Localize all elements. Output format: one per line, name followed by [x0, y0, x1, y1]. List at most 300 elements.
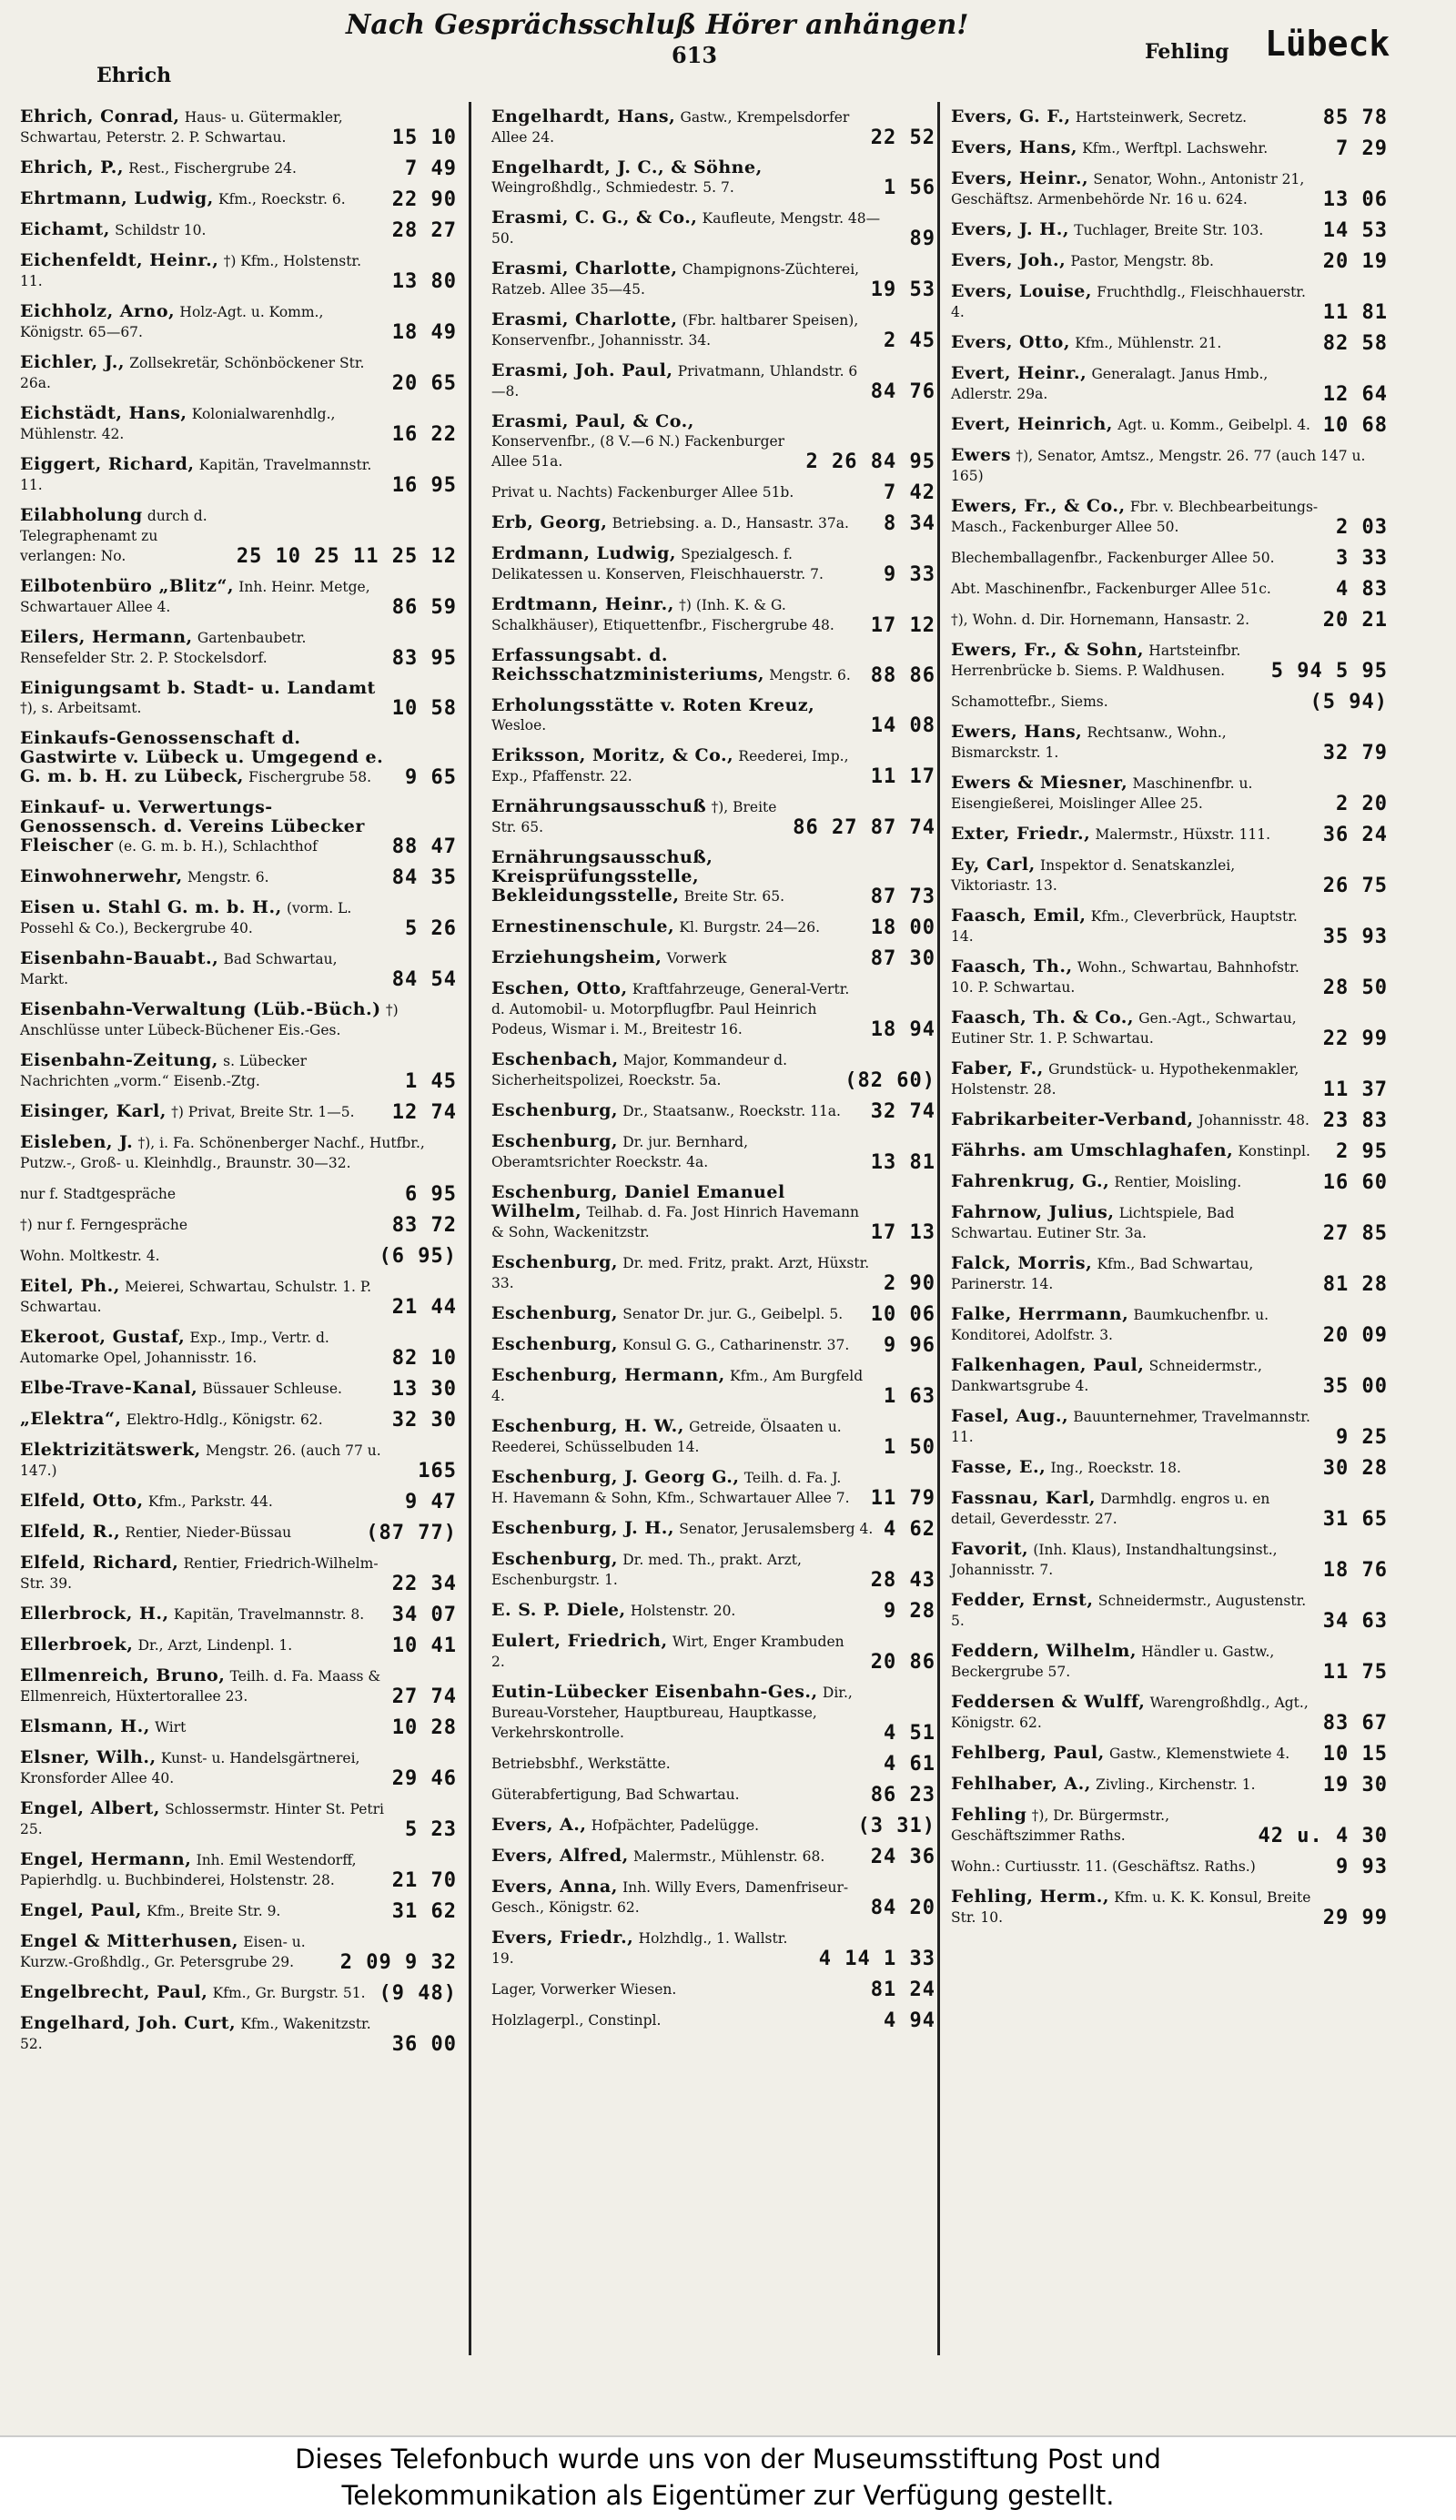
phone-number: 86 59: [391, 596, 457, 619]
entry-name: Evers, J. H.,: [951, 219, 1069, 239]
phone-number: 165: [418, 1460, 457, 1483]
entry-text: [951, 364, 1314, 404]
entry-text: [491, 208, 901, 248]
entry-text: [20, 1492, 396, 1512]
directory-entry: [491, 107, 935, 147]
entry-text: [20, 1102, 383, 1122]
phone-number: 26 75: [1322, 875, 1388, 897]
entry-detail: Mengstr. 6.: [187, 869, 269, 886]
page-number: 613: [672, 42, 718, 68]
entry-name: Erasmi, Charlotte,: [491, 258, 678, 278]
entry-detail: Kfm., Werftpl. Lachswehr.: [1082, 140, 1269, 157]
phone-number: 14 53: [1322, 219, 1388, 242]
phone-number: 88 86: [870, 664, 935, 687]
entry-name: Eisenbahn-Verwaltung (Lüb.-Büch.): [20, 999, 381, 1019]
entry-name: Eulert, Friedrich,: [491, 1631, 668, 1651]
entry-detail: Gartenbaubetr. Rensefelder Str. 2. P. Stockelsdorf.: [20, 630, 307, 666]
entry-text: [20, 1215, 383, 1235]
phone-number: 2 03: [1336, 516, 1388, 539]
phone-number: 34 07: [391, 1604, 457, 1626]
phone-number: 20 19: [1322, 250, 1388, 273]
entry-text: [951, 1489, 1314, 1529]
phone-number: 82 58: [1322, 332, 1388, 355]
entry-detail: (Fbr. haltbarer Speisen), Konservenfbr., Johannisstr. 34.: [491, 312, 859, 349]
directory-entry: [951, 855, 1388, 896]
entry-text: [951, 1172, 1314, 1192]
entry-name: Ehrich, Conrad,: [20, 106, 180, 127]
entry-detail: Kapitän, Travelmannstr. 11.: [20, 457, 372, 493]
entry-text: [491, 1050, 835, 1090]
phone-number: 2 45: [884, 329, 935, 352]
directory-entry: [20, 1748, 457, 1788]
directory-entry: [491, 513, 935, 533]
entry-detail: †), s. Arbeitsamt.: [20, 700, 142, 716]
phone-number: 4 51: [884, 1722, 935, 1745]
directory-entry: [20, 1932, 457, 1972]
directory-entry: [20, 1901, 457, 1921]
directory-entry: [20, 220, 457, 240]
entry-text: [951, 1693, 1314, 1733]
entry-text: [20, 1051, 396, 1091]
entry-text: [20, 1441, 409, 1481]
entry-detail: Hartsteinwerk, Secretz.: [1075, 109, 1248, 126]
entry-text: [951, 1857, 1327, 1877]
directory-entry: [951, 107, 1388, 127]
entry-detail: Dr. jur. Bernhard, Oberamtsrichter Roeckstr. 4a.: [491, 1134, 749, 1170]
directory-entry: [491, 1928, 935, 1968]
entry-name: Erasmi, Joh. Paul,: [491, 360, 673, 380]
entry-name: Ellerbroek,: [20, 1634, 134, 1655]
directory-entry: [491, 1601, 935, 1621]
entry-text: [951, 415, 1314, 435]
directory-entry: [491, 1979, 935, 1999]
directory-entry: [491, 1877, 935, 1918]
entry-detail: Mengstr. 26. (auch 77 u. 147.): [20, 1442, 381, 1479]
entry-text: [951, 774, 1327, 814]
directory-entry: [491, 1335, 935, 1355]
entry-detail: Vorwerk: [666, 950, 727, 967]
phone-number: 21 70: [391, 1869, 457, 1892]
directory-entry: [951, 1172, 1388, 1192]
directory-entry: [491, 1816, 935, 1836]
entry-text: [491, 1683, 875, 1743]
entry-name: Engel, Hermann,: [20, 1849, 192, 1869]
directory-entry: [20, 1604, 457, 1624]
phone-number: 1 56: [884, 177, 935, 199]
entry-text: [491, 917, 862, 937]
directory-entry: [20, 189, 457, 209]
entry-detail: Kl. Burgstr. 24—26.: [679, 919, 821, 936]
entry-detail: Kfm., Am Burgfeld 4.: [491, 1368, 864, 1404]
entry-detail: Holstenstr. 20.: [630, 1603, 736, 1619]
entry-name: „Elektra“,: [20, 1409, 122, 1429]
entry-text: [951, 692, 1301, 712]
entry-detail: Inh. Willy Evers, Damenfriseur-Gesch., Königstr. 62.: [491, 1879, 849, 1916]
entry-text: [951, 906, 1314, 946]
entry-detail: Mengstr. 6.: [769, 667, 851, 683]
entry-detail: Hartsteinfbr. Herrenbrücke b. Siems. P. Waldhusen.: [951, 643, 1241, 679]
phone-number: 87 30: [870, 947, 935, 970]
entry-detail: Haus- u. Gütermakler, Schwartau, Peterstr. 2. P. Schwartau.: [20, 109, 343, 146]
entry-name: Fassnau, Karl,: [951, 1488, 1096, 1508]
entry-detail: Holzlagerpl., Constinpl.: [491, 2012, 662, 2029]
entry-text: [951, 169, 1314, 209]
phone-number: 36 24: [1322, 824, 1388, 846]
directory-entry: [491, 259, 935, 299]
entry-text: [951, 610, 1314, 630]
phone-number: 20 86: [870, 1651, 935, 1674]
entry-name: Erasmi, Charlotte,: [491, 309, 678, 329]
directory-entry: [491, 1754, 935, 1774]
entry-text: [20, 107, 383, 147]
entry-detail: Inspektor d. Senatskanzlei, Viktoriastr. 13.: [951, 857, 1236, 894]
phone-number: 81 24: [870, 1979, 935, 2001]
entry-text: [20, 189, 383, 209]
phone-number: 20 21: [1322, 609, 1388, 632]
directory-entry: [491, 310, 935, 350]
directory-entry: [951, 957, 1388, 997]
directory-entry: [491, 917, 935, 937]
entry-detail: Lichtspiele, Bad Schwartau. Eutiner Str. 3a.: [951, 1205, 1235, 1241]
entry-name: Fehling: [951, 1805, 1027, 1825]
entry-text: [491, 979, 862, 1039]
directory-entry: [20, 1102, 457, 1122]
entry-detail: †), Breite Str. 65.: [491, 799, 777, 835]
phone-number: 83 72: [391, 1214, 457, 1237]
phone-number: 13 80: [391, 270, 457, 293]
directory-entry: [20, 455, 457, 495]
entry-name: Eitel, Ph.,: [20, 1276, 120, 1296]
phone-number: 14 08: [870, 714, 935, 737]
directory-entry: [20, 2014, 457, 2054]
phone-number: 84 54: [391, 968, 457, 991]
entry-detail: Kfm., Gr. Burgstr. 51.: [212, 1985, 366, 2001]
entry-text: [491, 1366, 875, 1406]
directory-entry: [20, 949, 457, 989]
phone-number: 20 65: [391, 372, 457, 395]
entry-detail: Reederei, Imp., Exp., Pfaffenstr. 22.: [491, 748, 849, 784]
entry-text: [491, 1928, 810, 1968]
entry-detail: Holzhdlg., 1. Wallstr. 19.: [491, 1930, 788, 1967]
entry-name: Evert, Heinrich,: [951, 414, 1113, 434]
entry-text: [20, 949, 383, 989]
entry-detail: Inh. Emil Westendorff, Papierhdlg. u. Buchbinderei, Holstenstr. 28.: [20, 1852, 357, 1888]
directory-entry: [951, 282, 1388, 322]
entry-detail: Elektro-Hdlg., Königstr. 62.: [126, 1412, 323, 1428]
phone-number: 27 85: [1322, 1222, 1388, 1245]
entry-detail: Abt. Maschinenfbr., Fackenburger Allee 51c.: [951, 581, 1271, 597]
directory-entry: [491, 1683, 935, 1743]
entry-text: [20, 1133, 448, 1173]
entry-name: Eisleben, J.: [20, 1132, 134, 1152]
entry-text: [491, 1519, 875, 1539]
phone-number: 28 27: [391, 219, 457, 242]
directory-entry: [951, 1458, 1388, 1478]
entry-name: Eschenburg, Daniel Emanuel Wilhelm,: [491, 1182, 785, 1221]
entry-name: Evers, Otto,: [951, 332, 1070, 352]
entry-text: [951, 1407, 1327, 1447]
phone-number: 4 83: [1336, 578, 1388, 601]
entry-name: Eisenbahn-Bauabt.,: [20, 948, 219, 968]
entry-name: Eichholz, Arno,: [20, 301, 176, 321]
entry-text: [491, 595, 862, 635]
entry-name: Fahrenkrug, G.,: [951, 1171, 1110, 1191]
phone-number: 9 33: [884, 563, 935, 586]
entry-text: [951, 957, 1314, 997]
entry-text: [491, 482, 875, 502]
entry-detail: Konsul G. G., Catharinenstr. 37.: [622, 1337, 850, 1353]
entry-name: Eschenburg, J. Georg G.,: [491, 1467, 740, 1487]
phone-number: 4 62: [884, 1518, 935, 1541]
entry-detail: Wohn. Moltkestr. 4.: [20, 1248, 160, 1264]
entry-text: [20, 455, 383, 495]
phone-number: 2 20: [1336, 793, 1388, 815]
entry-name: Evers, Friedr.,: [491, 1928, 634, 1948]
phone-number: 9 65: [405, 766, 457, 789]
entry-name: Exter, Friedr.,: [951, 824, 1091, 844]
entry-name: Evers, Anna,: [491, 1877, 618, 1897]
phone-number: 84 20: [870, 1897, 935, 1919]
directory-column-1: [20, 107, 457, 2065]
entry-text: [951, 1806, 1249, 1846]
entry-name: Elfeld, Otto,: [20, 1491, 144, 1511]
directory-entry: [951, 1141, 1388, 1161]
directory-entry: [951, 641, 1388, 681]
entry-name: Elbe-Trave-Kanal,: [20, 1378, 198, 1398]
directory-entry: [20, 353, 457, 393]
entry-detail: Holz-Agt. u. Komm., Königstr. 65—67.: [20, 304, 324, 340]
entry-detail: Pastor, Mengstr. 8b.: [1070, 253, 1214, 269]
notice-line-2: Telekommunikation als Eigentümer zur Verfügung gestellt.: [341, 2480, 1115, 2511]
directory-entry: [20, 729, 457, 787]
directory-entry: [20, 1051, 457, 1091]
phone-number: 9 47: [405, 1491, 457, 1513]
phone-number: (5 94): [1309, 691, 1388, 713]
directory-entry: [491, 1101, 935, 1121]
directory-entry: [491, 1050, 935, 1090]
entry-text: [20, 2014, 383, 2054]
entry-text: [951, 825, 1314, 845]
directory-entry: [951, 1254, 1388, 1294]
entry-name: Elektrizitätswerk,: [20, 1440, 201, 1460]
entry-text: [951, 497, 1327, 537]
directory-entry: [951, 548, 1388, 568]
entry-name: Fasse, E.,: [951, 1457, 1046, 1477]
entry-name: Faasch, Emil,: [951, 906, 1087, 926]
entry-name: Fehlhaber, A.,: [951, 1774, 1091, 1794]
directory-entry: [491, 482, 935, 502]
entry-text: [951, 641, 1262, 681]
entry-name: Engel, Paul,: [20, 1900, 142, 1920]
directory-entry: [20, 158, 457, 178]
phone-number: 28 50: [1322, 977, 1388, 999]
entry-text: [491, 1601, 875, 1621]
entry-name: Eschenburg,: [491, 1252, 618, 1272]
directory-entry: [951, 1887, 1388, 1928]
entry-text: [951, 723, 1314, 763]
entry-text: [491, 1816, 849, 1836]
entry-name: Engel & Mitterhusen,: [20, 1931, 239, 1951]
ownership-notice: [0, 2435, 1456, 2520]
entry-detail: Eisen- u. Kurzw.-Großhdlg., Gr. Petersgrube 29.: [20, 1934, 306, 1970]
entry-text: [20, 158, 396, 178]
phone-number: 35 00: [1322, 1375, 1388, 1398]
entry-detail: Kaufleute, Mengstr. 48—50.: [491, 210, 881, 247]
entry-name: Eichstädt, Hans,: [20, 403, 187, 423]
entry-name: Eschenburg, J. H.,: [491, 1518, 675, 1538]
directory-entry: [20, 1133, 457, 1173]
directory-entry: [951, 692, 1388, 712]
entry-detail: Schildstr 10.: [115, 222, 207, 238]
entry-text: [951, 579, 1327, 599]
directory-entry: [491, 746, 935, 786]
directory-entry: [951, 723, 1388, 763]
directory-entry: [951, 251, 1388, 271]
left-catchword: Ehrich: [96, 64, 172, 87]
page-title: Nach Gesprächsschluß Hörer anhängen!: [346, 9, 969, 41]
entry-name: Engel, Albert,: [20, 1798, 160, 1818]
entry-detail: nur f. Stadtgespräche: [20, 1186, 177, 1202]
entry-detail: Kraftfahrzeuge, General-Vertr. d. Automobil- u. Motorpflugfbr. Paul Heinrich Podeus, Wismar i. M., Breitestr 16.: [491, 981, 850, 1037]
phone-number: 86 23: [870, 1784, 935, 1807]
phone-number: 9 25: [1336, 1426, 1388, 1449]
entry-name: Ehrich, P.,: [20, 157, 125, 177]
directory-entry: [491, 412, 935, 471]
phone-number: 5 26: [405, 917, 457, 940]
phone-number: 81 28: [1322, 1273, 1388, 1296]
directory-entry: [951, 1806, 1388, 1846]
entry-text: [20, 1379, 383, 1399]
phone-number: 7 42: [884, 481, 935, 504]
entry-name: Eichenfeldt, Heinr.,: [20, 250, 219, 270]
phone-number: 18 76: [1322, 1559, 1388, 1582]
entry-text: [491, 1335, 875, 1355]
entry-detail: s. Lübecker Nachrichten „vorm.“ Eisenb.-Ztg.: [20, 1053, 307, 1089]
entry-text: [951, 138, 1327, 158]
entry-text: [491, 1417, 875, 1457]
entry-detail: Gastw., Klemenstwiete 4.: [1108, 1746, 1290, 1762]
entry-name: Feddern, Wilhelm,: [951, 1641, 1138, 1661]
entry-text: [20, 1901, 383, 1921]
entry-detail: durch d. Telegraphenamt zu verlangen: No.: [20, 508, 207, 564]
entry-text: [491, 1754, 875, 1774]
entry-detail: †), Wohn. d. Dir. Hornemann, Hansastr. 2.: [951, 612, 1250, 628]
entry-name: Evers, G. F.,: [951, 106, 1071, 127]
entry-name: Einkaufs-Genossenschaft d. Gastwirte v. Lübeck u. Umgegend e. G. m. b. H. zu Lübeck,: [20, 728, 384, 786]
phone-number: 5 94 5 95: [1270, 660, 1388, 683]
entry-detail: Senator Dr. jur. G., Geibelpl. 5.: [622, 1306, 844, 1322]
directory-entry: [951, 415, 1388, 435]
entry-name: Ernährungsausschuß, Kreisprüfungsstelle, Bekleidungsstelle,: [491, 847, 713, 906]
entry-detail: †), Dr. Bürgermstr., Geschäftszimmer Raths.: [951, 1807, 1170, 1844]
phone-number: 2 95: [1336, 1140, 1388, 1163]
entry-detail: Büssauer Schleuse.: [202, 1381, 342, 1397]
entry-name: Eschen, Otto,: [491, 978, 628, 998]
entry-text: [20, 577, 383, 617]
entry-name: Falck, Morris,: [951, 1253, 1093, 1273]
entry-text: [20, 1666, 383, 1706]
entry-text: [20, 220, 383, 240]
phone-number: 87 73: [870, 886, 935, 908]
phone-number: 3 33: [1336, 547, 1388, 570]
phone-number: 11 37: [1322, 1078, 1388, 1101]
directory-column-3: [951, 107, 1388, 1938]
directory-entry: [20, 1184, 457, 1204]
entry-detail: Privat u. Nachts) Fackenburger Allee 51b.: [491, 484, 794, 501]
phone-number: 36 00: [391, 2033, 457, 2056]
entry-name: Ekeroot, Gustaf,: [20, 1327, 186, 1347]
directory-entry: [951, 1775, 1388, 1795]
directory-entry: [491, 1519, 935, 1539]
entry-name: Elfeld, Richard,: [20, 1553, 179, 1573]
entry-name: Ey, Carl,: [951, 855, 1036, 875]
phone-number: 11 17: [870, 765, 935, 788]
phone-number: 4 14 1 33: [818, 1948, 935, 1970]
directory-entry: [951, 138, 1388, 158]
directory-entry: [20, 898, 457, 938]
entry-text: [491, 158, 875, 197]
entry-detail: Rentier, Moisling.: [1114, 1174, 1242, 1190]
entry-text: [951, 855, 1314, 896]
phone-number: 11 75: [1322, 1661, 1388, 1684]
entry-text: [951, 1540, 1314, 1580]
entry-detail: Senator, Jerusalemsberg 4.: [679, 1521, 874, 1537]
entry-text: [491, 1253, 875, 1293]
entry-name: Evers, Louise,: [951, 281, 1093, 301]
directory-entry: [491, 1183, 935, 1242]
phone-number: 34 63: [1322, 1610, 1388, 1633]
entry-text: [491, 746, 862, 786]
entry-name: Ewers, Hans,: [951, 722, 1083, 742]
entry-text: [20, 404, 383, 444]
directory-entry: [951, 169, 1388, 209]
entry-name: Elsmann, H.,: [20, 1716, 150, 1736]
entry-detail: †) Kfm., Holstenstr. 11.: [20, 253, 362, 289]
phone-number: 84 76: [870, 380, 935, 403]
phone-number: 10 06: [870, 1303, 935, 1326]
entry-text: [951, 1356, 1314, 1396]
phone-number: (87 77): [366, 1522, 457, 1544]
entry-name: Erziehungsheim,: [491, 947, 662, 967]
phone-number: 30 28: [1322, 1457, 1388, 1480]
directory-entry: [491, 1132, 935, 1172]
entry-detail: Rentier, Friedrich-Wilhelm-Str. 39.: [20, 1555, 379, 1592]
entry-text: [491, 1468, 862, 1508]
directory-entry: [951, 825, 1388, 845]
entry-text: [20, 867, 383, 887]
entry-detail: Schamottefbr., Siems.: [951, 693, 1108, 710]
entry-name: Erasmi, Paul, & Co.,: [491, 411, 694, 431]
entry-detail: Fischergrube 58.: [248, 769, 372, 785]
entry-detail: Kfm., Bad Schwartau, Parinerstr. 14.: [951, 1256, 1254, 1292]
directory-entry: [491, 1847, 935, 1867]
entry-detail: Fruchthdlg., Fleischhauerstr. 4.: [951, 284, 1306, 320]
entry-text: [491, 1785, 862, 1805]
entry-detail: †), Senator, Amtsz., Mengstr. 26. 77 (auch 147 u. 165): [951, 448, 1366, 484]
entry-detail: Grundstück- u. Hypothekenmakler, Holstenstr. 28.: [951, 1061, 1299, 1098]
entry-detail: Händler u. Gastw., Beckergrube 57.: [951, 1644, 1275, 1680]
entry-detail: Meierei, Schwartau, Schulstr. 1. P. Schwartau.: [20, 1279, 372, 1315]
entry-detail: Konservenfbr., (8 V.—6 N.) Fackenburger Allee 51a.: [491, 433, 785, 470]
phone-number: 29 46: [391, 1767, 457, 1790]
directory-entry: [20, 1635, 457, 1655]
entry-name: Engelbrecht, Paul,: [20, 1982, 208, 2002]
entry-name: Erfassungsabt. d. Reichsschatzministeriums,: [491, 645, 765, 684]
entry-name: Fährhs. am Umschlaghafen,: [951, 1140, 1234, 1160]
entry-detail: Betriebsing. a. D., Hansastr. 37a.: [612, 515, 849, 531]
phone-number: 27 74: [391, 1685, 457, 1708]
phone-number: 11 79: [870, 1487, 935, 1510]
